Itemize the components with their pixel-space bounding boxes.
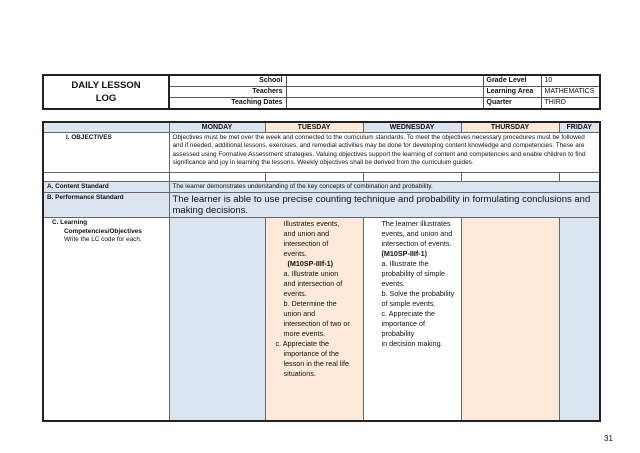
day-friday: FRIDAY <box>559 122 600 133</box>
competencies-label-line1: C. Learning <box>52 219 88 227</box>
tue-intro-1: Illustrates events, <box>283 219 340 229</box>
spacer-cell-0 <box>43 173 169 182</box>
tue-a-3: events. <box>283 289 307 299</box>
wed-a-3: events. <box>381 279 405 289</box>
school-value <box>286 75 483 87</box>
competencies-label-line3: Write the LC code for each. <box>64 236 142 244</box>
grade-level-label: Grade Level <box>483 75 541 87</box>
competencies-label-line2: Competencies/Objectives <box>64 227 142 235</box>
tue-a-1: a. Illustrate union <box>283 269 339 279</box>
content-standard-row <box>43 182 600 193</box>
wed-c-3: probability <box>381 329 415 339</box>
dll-title <box>43 75 169 109</box>
tue-c-4: situations. <box>283 369 316 379</box>
quarter-value: THIRD <box>541 98 600 110</box>
wed-intro-3: intersection of events. <box>381 239 452 249</box>
spacer-cell-4 <box>461 173 559 182</box>
quarter-label: Quarter <box>483 98 541 110</box>
wed-intro-2: events, and union and <box>381 229 453 239</box>
performance-standard-row <box>43 193 600 218</box>
teachers-label: Teachers <box>169 87 286 98</box>
tuesday-competencies <box>265 218 363 421</box>
day-tuesday: TUESDAY <box>265 122 363 133</box>
teachers-value <box>286 87 483 98</box>
day-wednesday: WEDNESDAY <box>363 122 461 133</box>
wed-b-1: b. Solve the probability <box>381 289 455 299</box>
tue-a-2: and intersection of <box>283 279 343 289</box>
content-standard-text: The learner demonstrates understanding of the key concepts of combination and probability. <box>169 182 600 193</box>
content-standard-label: A. Content Standard <box>43 182 169 193</box>
performance-standard-text: The learner is able to use precise counting technique and probability in formulating conclusions and making decisions. <box>169 193 600 218</box>
tue-intro-3: intersection of <box>283 239 329 249</box>
performance-standard-label: B. Performance Standard <box>43 193 169 218</box>
spacer-cell-5 <box>559 173 600 182</box>
header-table <box>42 74 601 110</box>
grade-level-value: 10 <box>541 75 600 87</box>
friday-competencies <box>559 218 600 421</box>
teaching-dates-label: Teaching Dates <box>169 98 286 110</box>
objectives-text: Objectives must be met over the week and connected to the curriculum standards. To meet the objectives necessary procedures must be followed and if needed, additional lessons, exercises, and remedial activities may be done for developing content knowledge and competencies. These are assessed using Formative Assessment strategies. Valuing objectives support the learning of content and competencies and enable children to find significance and joy in learning the lessons. Weekly objectives shall be derived from the curriculum guides. <box>169 133 600 173</box>
tue-b-4: more events. <box>283 329 326 339</box>
wed-intro-1: The learner illustrates <box>381 219 451 229</box>
thursday-competencies <box>461 218 559 421</box>
wed-c-1: c. Appreciate the <box>381 309 436 319</box>
tue-intro-4: events. <box>283 249 307 259</box>
wed-lc-code: (M10SP-IIIf-1) <box>381 249 428 259</box>
spacer-cell-3 <box>363 173 461 182</box>
wed-a-2: probability of simple <box>381 269 446 279</box>
tue-b-2: union and <box>283 309 316 319</box>
dll-title-line1: DAILY LESSON <box>71 80 141 91</box>
day-thursday: THURSDAY <box>461 122 559 133</box>
objectives-row <box>43 133 600 173</box>
objectives-label: I. OBJECTIVES <box>43 133 169 173</box>
wed-c-2: importance of <box>381 319 426 329</box>
wed-b-2: of simple events. <box>381 299 436 309</box>
day-header-row <box>43 122 600 133</box>
competencies-row <box>43 218 600 421</box>
spacer-row <box>43 173 600 182</box>
tue-c-1: c. Appreciate the <box>275 339 330 349</box>
day-monday: MONDAY <box>169 122 265 133</box>
page-number: 31 <box>604 434 613 443</box>
wed-c-4: in decision making. <box>381 339 443 349</box>
tue-b-1: b. Determine the <box>283 299 337 309</box>
school-label: School <box>169 75 286 87</box>
lesson-log-table <box>42 121 601 422</box>
teaching-dates-value <box>286 98 483 110</box>
tue-lc-code: (M10SP-IIIf-1) <box>287 259 334 269</box>
monday-competencies <box>169 218 265 421</box>
dll-title-line2: LOG <box>95 93 117 104</box>
spacer-cell-1 <box>169 173 265 182</box>
spacer-cell-2 <box>265 173 363 182</box>
tue-b-3: intersection of two or <box>283 319 350 329</box>
learning-area-label: Learning Area <box>483 87 541 98</box>
tue-c-3: lesson in the real life <box>283 359 350 369</box>
competencies-label <box>43 218 169 421</box>
corner-cell <box>43 122 169 133</box>
wednesday-competencies <box>363 218 461 421</box>
tue-c-2: importance of the <box>283 349 340 359</box>
wed-a-1: a. Illustrate the <box>381 259 429 269</box>
tue-intro-2: and union and <box>283 229 330 239</box>
learning-area-value: MATHEMATICS <box>541 87 600 98</box>
